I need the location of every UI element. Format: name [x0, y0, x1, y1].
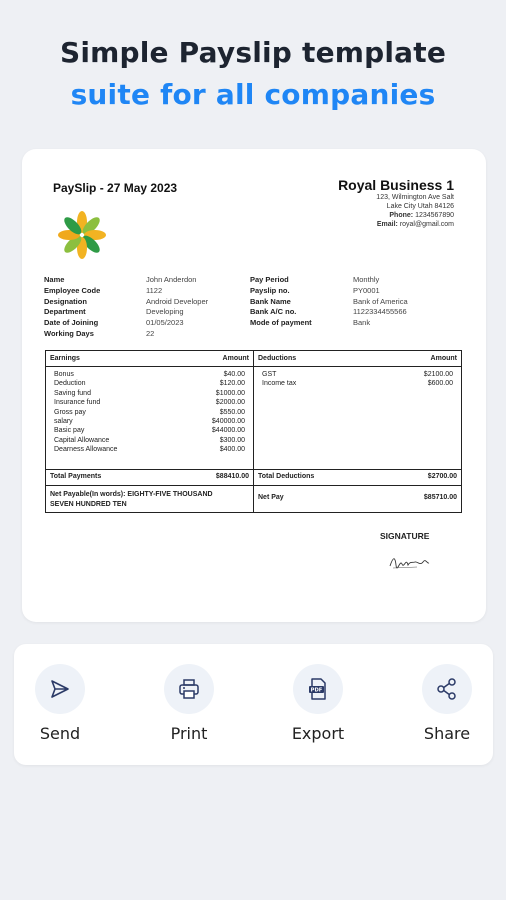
pay-info-values: Monthly PY0001 Bank of America 1122334455566 Bank — [353, 275, 408, 328]
table-row: Insurance fund $2000.00 — [54, 399, 245, 407]
printer-icon — [177, 677, 201, 701]
table-row: Deduction $120.00 — [54, 380, 245, 388]
share-label: Share — [423, 724, 471, 743]
send-icon — [48, 677, 72, 701]
pay-info-labels: Pay Period Payslip no. Bank Name Bank A/C no. Mode of payment — [250, 275, 312, 328]
export-label: Export — [291, 724, 345, 743]
company-block — [338, 177, 454, 229]
table-row: GST $2100.00 — [262, 371, 453, 378]
table-row: Gross pay $550.00 — [54, 408, 245, 416]
headline-title: Simple Payslip template — [59, 36, 447, 69]
company-address2: Lake City Utah 84126 — [386, 203, 454, 210]
table-row: salary $40000.00 — [54, 418, 245, 426]
company-phone: Phone: 1234567890 — [389, 212, 454, 219]
send-button[interactable] — [15, 664, 105, 743]
signature-image — [387, 553, 431, 571]
payslip-title: PaySlip - 27 May 2023 — [53, 181, 178, 195]
earnings-deductions-table — [45, 350, 462, 513]
employee-info-labels: Name Employee Code Designation Department Date of Joining Working Days — [44, 275, 101, 338]
svg-text:PDF: PDF — [310, 687, 323, 694]
net-payable-words: Net Payable(In words): EIGHTY-FIVE THOUSAND — [50, 491, 213, 498]
company-address1: 123, Wilmington Ave Salt — [376, 194, 454, 201]
export-button[interactable] — [273, 664, 363, 743]
table-header-row: Earnings Amount Deductions Amount — [46, 351, 462, 367]
company-email: Email: royal@gmail.com — [376, 221, 454, 228]
send-label: Send — [39, 724, 81, 743]
pdf-icon — [306, 677, 330, 701]
table-row: Capital Allowance $300.00 — [54, 436, 245, 444]
table-row: Income tax $600.00 — [262, 380, 453, 388]
table-row: Dearness Allowance $400.00 — [54, 446, 245, 454]
table-row: Basic pay $44000.00 — [54, 427, 245, 435]
totals-row: Total Payments $88410.00 Total Deductions $2700.00 — [46, 470, 462, 486]
company-logo-icon — [55, 208, 109, 262]
table-row: Bonus $40.00 — [54, 371, 245, 378]
print-button[interactable] — [144, 664, 234, 743]
action-bar — [14, 644, 493, 765]
share-button[interactable] — [402, 664, 492, 743]
deductions-list — [254, 367, 462, 470]
net-pay-row: Net Payable(In words): EIGHTY-FIVE THOUSAND SEVEN HUNDRED TEN Net Pay $85710.00 — [46, 486, 462, 513]
headline-subtitle: suite for all companies — [70, 78, 436, 111]
signature-label: SIGNATURE — [380, 531, 430, 541]
company-name: Royal Business 1 — [338, 177, 454, 193]
earnings-list — [46, 367, 254, 470]
print-label: Print — [170, 724, 208, 743]
table-row: Saving fund $1000.00 — [54, 389, 245, 397]
share-icon — [435, 677, 459, 701]
payslip-preview-card[interactable] — [22, 149, 486, 622]
employee-info-values: John Anderdon 1122 Android Developer Developing 01/05/2023 22 — [146, 275, 209, 338]
